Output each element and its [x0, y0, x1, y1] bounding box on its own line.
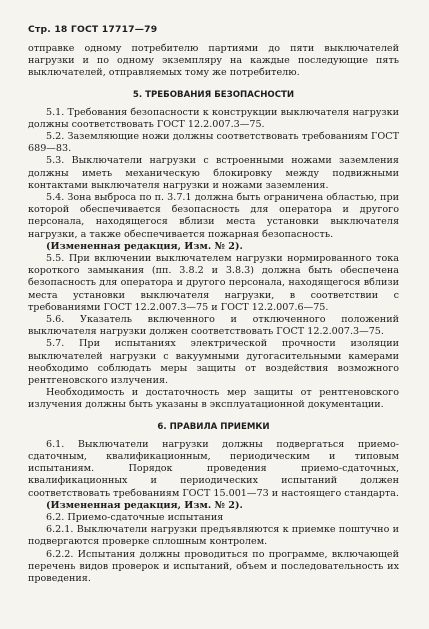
section-6-paragraph: 6.1. Выключатели нагрузки должны подвергаться приемо-сдаточным, квалификационным, периодическим и типовым испытаниям. Порядок проведения приемо-сдаточных, квалификационных и периодических испытаний должен соответствовать требованиям ГОСТ 15.001—73 и настоящего стандарта. — [28, 438, 399, 499]
section-6-paragraph: 6.2.1. Выключатели нагрузки предъявляются к приемке поштучно и подвергаются проверке сплошным контролем. — [28, 524, 399, 548]
amendment-note: (Измененная редакция, Изм. № 2). — [46, 499, 243, 511]
subsection-heading: 6.2. Приемо-сдаточные испытания — [46, 511, 224, 523]
section-6-paragraph: 6.2.2. Испытания должны проводиться по программе, включающей перечень видов проверок и испытаний, объем и последовательность их проведения. — [28, 548, 399, 584]
section-5-paragraph: 5.4. Зона выброса по п. 3.7.1 должна быть ограничена областью, при которой обеспечивается безопасность для оператора и другого персонала, находящегося вблизи места установки выключателя нагрузки, а также обеспечивается пожарная безопасность. — [28, 192, 399, 240]
section-5-paragraph: Необходимость и достаточность мер защиты от рентгеновского излучения должны быть указаны в эксплуатационной документации. — [28, 387, 399, 411]
section-5-paragraph: 5.7. При испытаниях электрической прочности изоляции выключателей нагрузки с вакуумными дугогасительными камерами необходимо соблюдать меры защиты от воздействия возможного рентгеновского излучения. — [28, 338, 399, 387]
section-6-title: 6. ПРАВИЛА ПРИЕМКИ — [157, 421, 270, 432]
page-header: Стр. 18 ГОСТ 17717—79 — [28, 24, 158, 35]
section-5-paragraph: 5.2. Заземляющие ножи должны соответствовать требованиям ГОСТ 689—83. — [28, 131, 399, 155]
section-5-paragraph: 5.6. Указатель включенного и отключенного положений выключателя нагрузки должен соответствовать ГОСТ 12.2.007.3—75. — [28, 314, 399, 338]
intro-paragraph: отправке одному потребителю партиями до пяти выключателей нагрузки и по одному экземпляру на каждые последующие пять выключателей, отправляемых тому же потребителю. — [28, 43, 399, 79]
section-5-paragraph: 5.1. Требования безопасности к конструкции выключателя нагрузки должны соответствовать ГОСТ 12.2.007.3—75. — [28, 106, 399, 130]
section-5-title: 5. ТРЕБОВАНИЯ БЕЗОПАСНОСТИ — [132, 89, 295, 100]
amendment-note: (Измененная редакция, Изм. № 2). — [46, 240, 243, 252]
section-5-paragraph: 5.5. При включении выключателем нагрузки нормированного тока короткого замыкания (пп. 3.8.2 и 3.8.3) должна быть обеспечена безопасность для оператора и другого персонала, находящегося вблизи места установки выключателя нагрузки, в соответствии с требованиями ГОСТ 12.2.007.3—75 и ГОСТ 12.2.007.6—75. — [28, 253, 399, 313]
section-5-paragraph: 5.3. Выключатели нагрузки с встроенными ножами заземления должны иметь механическую блокировку между подвижными контактами выключателя нагрузки и ножами заземления. — [28, 155, 399, 191]
